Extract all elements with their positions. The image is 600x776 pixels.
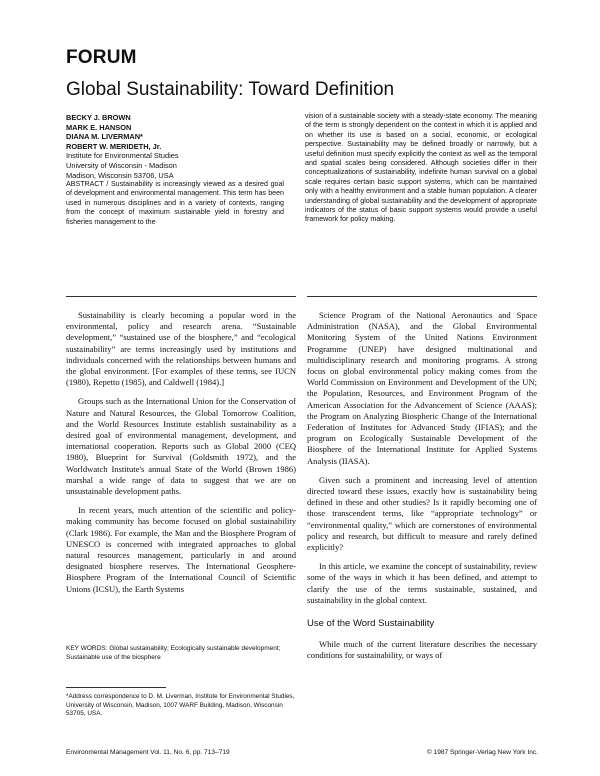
paragraph: Science Program of the National Aeronautics and Space Administration (NASA), and the Global Environmental Monitoring System of the United Nations Environment Programme (UNEP) have designed multinational and multidisciplinary research and monitoring programs. A strong focus on global environmental policy making comes from the World Commission on Environment and Development of the UN; the Population, Resources, and Environment Program of the American Association for the Advancement of Science (AAAS); the Program on Analyzing Biospheric Change of the International Federation of Institutes for Advanced Study (IFIAS); and the program on Ecologically Sustainable Development of the Biosphere of the International Institute for Applied Systems Analysis (IIASA).: [307, 310, 537, 466]
abstract-rule-left: [66, 296, 296, 297]
correspondence-address: *Address correspondence to D. M. Liverman, Institute for Environmental Studies, University of Wisconsin, Madison, 1007 WARF Building, Madison, Wisconsin 53705, USA.: [66, 693, 295, 718]
abstract-continued: vision of a sustainable society with a steady-state economy. The meaning of the term is strongly dependent on the context in which it is applied and on whether its use is based on a social, economic, or ecological perspective. Sustainability may be defined broadly or narrowly, but a useful definition must specify explicitly the context as well as the temporal and spatial scales being considered. Although societies differ in their conceptualizations of sustainability, indefinite human survival on a global scale requires certain basic support systems, which can be maintained only with a healthy environment and a stable human population. A clearer understanding of global sustainability and the development of appropriate indicators of the status of basic support systems would provide a useful framework for policy making.: [305, 112, 537, 224]
affiliation-line: Madison, Wisconsin 53706, USA: [66, 170, 174, 180]
author-name: ROBERT W. MERIDETH, Jr.: [66, 141, 162, 151]
footnote-rule: [66, 687, 166, 688]
body-column-left: [66, 310, 296, 603]
copyright-notice: © 1987 Springer-Verlag New York Inc.: [426, 749, 538, 756]
author-name: DIANA M. LIVERMAN*: [66, 132, 143, 142]
paragraph: While much of the current literature describes the necessary conditions for sustainability, or ways of: [307, 639, 537, 661]
affiliation-line: Institute for Environmental Studies: [66, 151, 179, 161]
author-name: BECKY J. BROWN: [66, 113, 131, 122]
article-title: Global Sustainability: Toward Definition: [66, 79, 395, 100]
affiliation-line: University of Wisconsin - Madison: [66, 160, 177, 170]
paragraph: Groups such as the International Union for the Conservation of Nature and Natural Resources, the Global Tomorrow Coalition, and the World Resources Institute establish sustainability as a desired goal of environmental management, development, and international cooperation. Reports such as Global 2000 (CEQ 1980), Blueprint for Survival (Goldsmith 1972), and the Worldwatch Institute's annual State of the World (Brown 1986) marshal a wide range of data to suggest that we are on unsustainable development paths.: [66, 396, 296, 497]
section-heading: Use of the Word Sustainability: [307, 618, 435, 629]
body-column-right: [307, 310, 537, 614]
section-label: FORUM: [66, 47, 137, 68]
paragraph: Sustainability is clearly becoming a popular word in the environmental, policy and research arena. “Sustainable development,” “sustained use of the biosphere,” and “ecological sustainability” are terms increasingly used by institutions and individuals concerned with the relationships between humans and the global environment. [For examples of these terms, see IUCN (1980), Repetto (1985), and Caldwell (1984).]: [66, 310, 296, 388]
author-name: MARK E. HANSON: [66, 122, 132, 132]
keywords: KEY WORDS: Global sustainability; Ecologically sustainable development; Sustainable use of the biosphere: [66, 645, 281, 661]
abstract: ABSTRACT / Sustainability is increasingly viewed as a desired goal of development and environmental management. This term has been used in numerous disciplines and in a variety of contexts, ranging from the concept of maximum sustainable yield in forestry and fisheries management to the: [66, 180, 284, 226]
author-block: [66, 113, 281, 180]
paragraph: Given such a prominent and increasing level of attention directed toward these issues, exactly how is sustainability being defined in these and other studies? Is it rapidly becoming one of those transcendent terms, like “appropriate technology” or “environmental quality,” which are cornerstones of environmental policy and research, but difficult to measure and rarely defined explicitly?: [307, 474, 537, 553]
section-body: [307, 639, 537, 661]
journal-citation: Environmental Management Vol. 11, No. 6, pp. 713–719: [66, 749, 230, 756]
paragraph: In this article, we examine the concept of sustainability, review some of the ways in which it has been defined, and attempt to clarify the use of the terms sustainable, sustained, and sustainability in the global context.: [307, 561, 537, 605]
paragraph: In recent years, much attention of the scientific and policy-making community has become focused on global sustainability (Clark 1986). For example, the Man and the Biosphere Program of UNESCO is concerned with integrated approaches to global natural resources management, particularly in and around designated biosphere reserves. The International Geosphere-Biosphere Program of the International Council of Scientific Unions (ICSU), the Earth Systems: [66, 505, 296, 594]
abstract-rule-right: [307, 296, 537, 297]
